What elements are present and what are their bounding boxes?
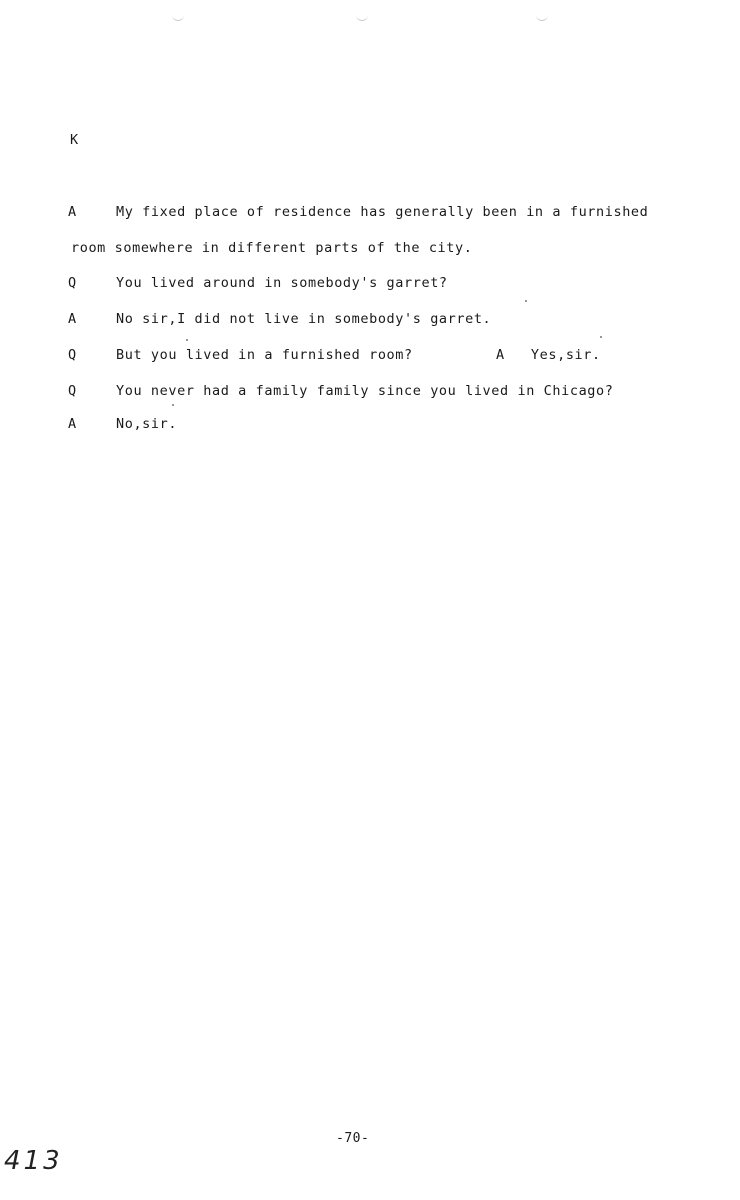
- speaker-label: A: [496, 347, 505, 363]
- line-text: Yes,sir.: [530, 347, 601, 363]
- line-text: My fixed place of residence has generally been in a furnished: [116, 204, 649, 220]
- line-text: No,sir.: [116, 416, 178, 432]
- line-text: room somewhere in different parts of the city.: [71, 240, 473, 256]
- punch-mark-right: [536, 6, 548, 21]
- line-text: No sir,I did not live in somebody's garret.: [116, 311, 492, 327]
- speaker-label: A: [68, 204, 77, 220]
- line-text: But you lived in a furnished room?: [116, 347, 413, 363]
- line-text: You never had a family family since you lived in Chicago?: [116, 383, 614, 399]
- speaker-label: Q: [68, 383, 77, 399]
- paper-speck: [600, 336, 602, 338]
- inline-answer: [496, 347, 601, 363]
- page-number: -70-: [336, 1131, 370, 1146]
- punch-mark-left: [172, 6, 184, 21]
- line-text: You lived around in somebody's garret?: [116, 275, 448, 291]
- paper-speck: [525, 300, 527, 302]
- speaker-label: Q: [68, 347, 77, 363]
- speaker-label: A: [68, 311, 77, 327]
- punch-mark-center: [356, 6, 368, 21]
- speaker-label: A: [68, 416, 77, 432]
- archive-number: 413: [4, 1146, 63, 1176]
- paper-speck: [172, 404, 174, 406]
- speaker-label: Q: [68, 275, 77, 291]
- paper-speck: [186, 339, 188, 341]
- section-marker: K: [70, 132, 79, 148]
